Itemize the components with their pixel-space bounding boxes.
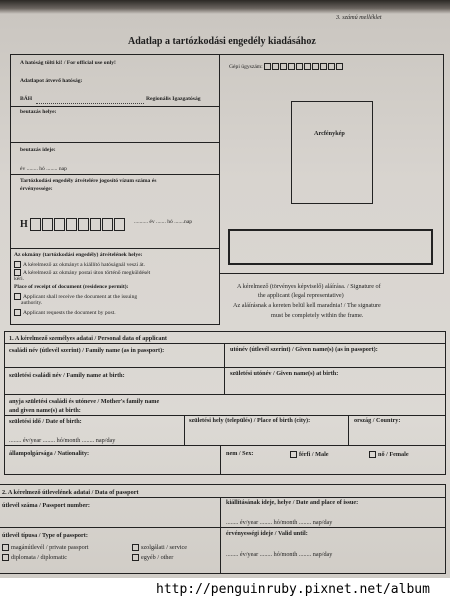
mother-name-label-1: anyja születési családi és utóneve / Mother's family name [9, 398, 160, 405]
pickup-en-option-1-cont: authority. [21, 300, 43, 306]
regional-directorate-label: Regionális Igazgatóság [146, 96, 201, 102]
watermark-url: http://penguinruby.pixnet.net/album [156, 582, 430, 597]
passport-type-label: útlevél típusa / Type of passport: [2, 532, 88, 539]
section2-heading: 2. A kérelmező útlevelének adatai / Data of passport [2, 489, 139, 496]
visa-text-1: Tartózkodási engedély átvételére jogosító vízum száma és [20, 178, 157, 184]
divider [220, 445, 221, 475]
checkbox[interactable] [132, 544, 139, 551]
country-label: ország / Country: [354, 417, 401, 424]
sex-label: nem / Sex: [226, 450, 254, 457]
divider [348, 415, 349, 445]
checkbox[interactable] [369, 451, 376, 458]
entry-place-label: beutazás helye: [20, 109, 57, 115]
pickup-option-1[interactable]: A kérelmező az okmányt a kiállító hatóságnál veszi át. [14, 261, 145, 268]
visa-prefix: H [20, 218, 28, 230]
birth-date-line: ........ év/year ........ hó/month ........ nap/day [9, 437, 116, 444]
issue-label: kiállításának ideje, helye / Date and place of issue: [226, 499, 359, 506]
type-service-option[interactable]: szolgálati / service [132, 544, 187, 551]
watermark-bar [0, 578, 450, 600]
bah-label: BÁH [20, 96, 33, 102]
pickup-option-2[interactable]: A kérelmező az okmány postai úton történő megküldését [14, 269, 150, 276]
divider [4, 445, 446, 446]
checkbox[interactable] [14, 269, 21, 276]
divider [4, 367, 446, 368]
sex-female-option[interactable]: nő / Female [369, 451, 409, 458]
official-heading: A hatóság tölti ki! / For official use only! [20, 60, 116, 66]
checkbox[interactable] [14, 309, 21, 316]
checkbox[interactable] [2, 544, 9, 551]
birth-date-label: születési idő / Date of birth: [9, 418, 82, 425]
validity-date-line: ........ év/year ........ hó/month ........ nap/day [226, 551, 333, 558]
checkbox[interactable] [290, 451, 297, 458]
divider [4, 394, 446, 395]
checkbox[interactable] [132, 554, 139, 561]
divider [224, 343, 225, 394]
type-diplomatic-option[interactable]: diplomata / diplomatic [2, 554, 67, 561]
receiving-authority-label: Adatlapot átvevő hatóság: [20, 78, 83, 84]
divider [0, 527, 446, 528]
family-name-label: családi név (útlevél szerint) / Family name (as in passport): [9, 347, 165, 354]
signature-text-4: must be completely within the frame. [271, 312, 364, 319]
birth-given-names-label: születési utónév / Given name(s) at birth: [230, 370, 339, 377]
signature-text-2: the applicant (legal representative) [258, 292, 344, 299]
annex-label: 3. számú melléklet [336, 14, 382, 21]
directorate-line [36, 103, 144, 104]
passport-number-label: útlevél száma / Passport number: [2, 502, 90, 509]
section1-heading: 1. A kérelmező személyes adatai / Personal data of applicant [9, 335, 167, 342]
nationality-label: állampolgársága / Nationality: [9, 450, 90, 457]
divider [220, 497, 221, 574]
pickup-option-2-cont: kéri. [14, 276, 25, 282]
issue-date-line: ........ év/year ........ hó/month ........ nap/day [226, 519, 333, 526]
pickup-en-option-2[interactable]: Applicant requests the document by post. [14, 309, 116, 316]
mother-name-label-2: and given name(s) at birth: [9, 407, 81, 414]
pickup-en-option-1[interactable]: Applicant shall receive the document at the issuing [14, 293, 137, 300]
form-title: Adatlap a tartózkodási engedély kiadásához [128, 36, 316, 47]
file-number-label: Gépi ügyszám: [229, 63, 263, 70]
signature-text-3: Az aláírásnak a kereten belül kell maradnia! / The signature [233, 302, 381, 309]
checkbox[interactable] [14, 261, 21, 268]
visa-number-field [20, 215, 126, 233]
divider [4, 343, 446, 344]
pickup-en-heading: Place of receipt of document (residence permit): [14, 284, 129, 290]
divider [10, 174, 220, 175]
entry-date-label: beutazás ideje: [20, 147, 56, 153]
birth-place-label: születési hely (település) / Place of birth (city): [189, 417, 311, 424]
file-number-field [229, 63, 344, 70]
visa-text-2: érvényessége: [20, 186, 53, 192]
photo-label: Arcfénykép [314, 130, 345, 137]
photo-frame [291, 101, 373, 204]
signature-frame[interactable] [228, 229, 433, 265]
type-other-option[interactable]: egyéb / other [132, 554, 173, 561]
divider [10, 142, 220, 143]
divider [0, 497, 446, 498]
pickup-heading: Az okmány (tartózkodási engedély) átvételének helye: [14, 252, 143, 258]
checkbox[interactable] [14, 293, 21, 300]
signature-text-1: A kérelmező (törvényes képviselő) aláírása. / Signature of [237, 283, 381, 290]
given-names-label: utónév (útlevél szerint) / Given name(s) (as in passport): [230, 346, 378, 353]
visa-validity-date: .......... év ....... hó .......nap [134, 219, 193, 225]
type-private-option[interactable]: magánútlevél / private passport [2, 544, 89, 551]
entry-date-line: év ........ hó ........ nap [20, 166, 67, 172]
sex-male-option[interactable]: férfi / Male [290, 451, 329, 458]
validity-label: érvényességi ideje / Valid until: [226, 530, 308, 537]
divider [184, 415, 185, 445]
checkbox[interactable] [2, 554, 9, 561]
birth-family-name-label: születési családi név / Family name at birth: [9, 372, 125, 379]
divider [4, 415, 446, 416]
divider [10, 106, 220, 107]
photo-shadow-edge [0, 0, 450, 14]
